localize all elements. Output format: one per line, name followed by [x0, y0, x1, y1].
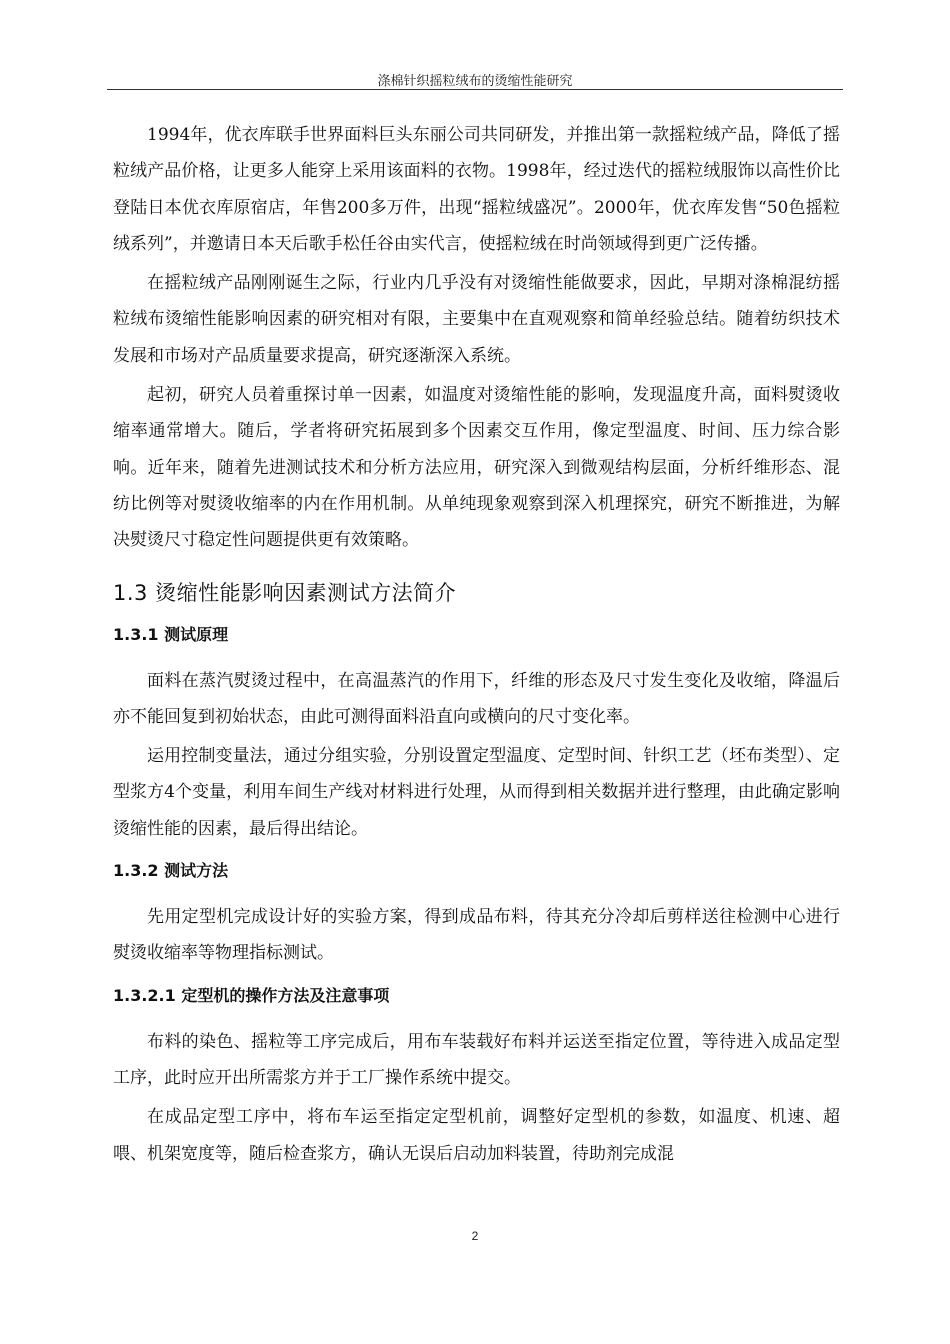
paragraph-1-3-1-a: 面料在蒸汽熨烫过程中，在高温蒸汽的作用下，纤维的形态及尺寸发生变化及收缩，降温后亦不能回复到初始状态，由此可测得面料沿直向或横向的尺寸变化率。: [113, 670, 840, 727]
document-body: [113, 117, 840, 1175]
paragraph-1-3-2-a: 先用定型机完成设计好的实验方案，得到成品布料，待其充分冷却后剪样送往检测中心进行熨烫收缩率等物理指标测试。: [113, 907, 840, 964]
subsection-heading-1-3-2: 1.3.2 测试方法: [113, 861, 229, 881]
paragraph-1-3-2-1-b: 在成品定型工序中，将布车运至指定定型机前，调整好定型机的参数，如温度、机速、超喂、机架宽度等，随后检查浆方，确认无误后启动加料装置，待助剂完成混: [113, 1107, 840, 1164]
subsection-heading-1-3-1: 1.3.1 测试原理: [113, 624, 229, 644]
paragraph-1-3-1-b: 运用控制变量法，通过分组实验，分别设置定型温度、定型时间、针织工艺（坯布类型）、定型浆方4个变量，利用车间生产线对材料进行处理，从而得到相关数据并进行整理，由此确定影响烫缩性能的因素，最后得出结论。: [113, 746, 840, 839]
section-heading-1-3: 1.3 烫缩性能影响因素测试方法简介: [113, 580, 457, 605]
intro-paragraph-3: 起初，研究人员着重探讨单一因素，如温度对烫缩性能的影响，发现温度升高，面料熨烫收缩率通常增大。随后，学者将研究拓展到多个因素交互作用，像定型温度、时间、压力综合影响。近年来，随着先进测试技术和分析方法应用，研究深入到微观结构层面，分析纤维形态、混纺比例等对熨烫收缩率的内在作用机制。从单纯现象观察到深入机理探究，研究不断推进，为解决熨烫尺寸稳定性问题提供更有效策略。: [113, 385, 840, 551]
subsection-heading-1-3-2-1: 1.3.2.1 定型机的操作方法及注意事项: [113, 985, 390, 1005]
intro-paragraph-2: 在摇粒绒产品刚刚诞生之际，行业内几乎没有对烫缩性能做要求，因此，早期对涤棉混纺摇粒绒布烫缩性能影响因素的研究相对有限，主要集中在直观观察和简单经验总结。随着纺织技术发展和市场对产品质量要求提高，研究逐渐深入系统。: [113, 273, 840, 366]
page-number: 2: [471, 1229, 479, 1243]
header-divider: [107, 89, 843, 90]
paragraph-1-3-2-1-a: 布料的染色、摇粒等工序完成后，用布车装载好布料并运送至指定位置，等待进入成品定型工序，此时应开出所需浆方并于工厂操作系统中提交。: [113, 1031, 840, 1088]
running-header: 涤棉针织摇粒绒布的烫缩性能研究: [377, 74, 573, 89]
intro-paragraph-1: 1994年，优衣库联手世界面料巨头东丽公司共同研发，并推出第一款摇粒绒产品，降低了摇粒绒产品价格，让更多人能穿上采用该面料的衣物。1998年，经过迭代的摇粒绒服饰以高性价比登陆日本优衣库原宿店，年售200多万件，出现“摇粒绒盛况”。2000年，优衣库发售“50色摇粒绒系列”，并邀请日本天后歌手松任谷由实代言，使摇粒绒在时尚领域得到更广泛传播。: [113, 125, 840, 254]
